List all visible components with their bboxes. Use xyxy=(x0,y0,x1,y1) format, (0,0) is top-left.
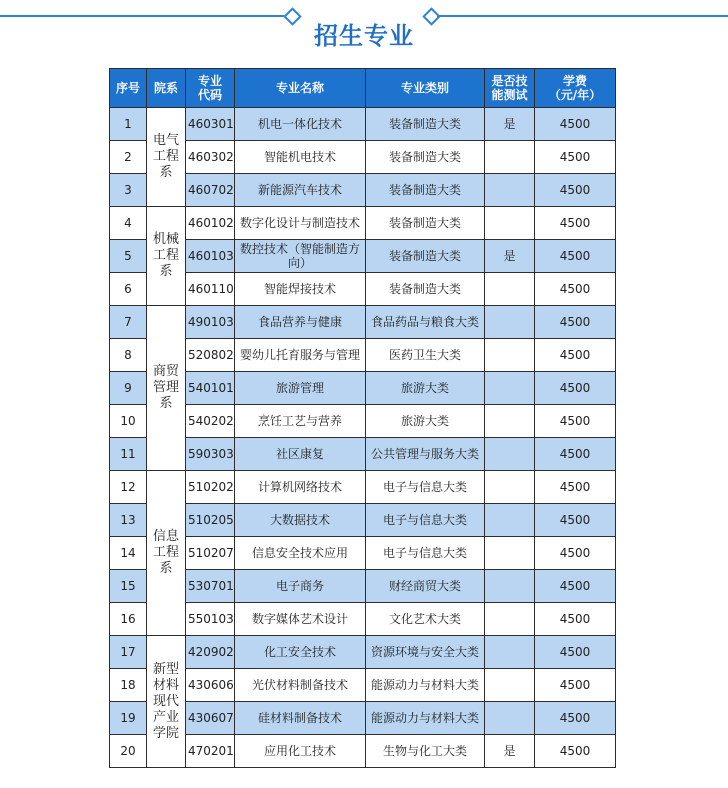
cell-fee: 4500 xyxy=(535,372,616,405)
table-row xyxy=(110,438,616,471)
cell-category: 电子与信息大类 xyxy=(366,537,485,570)
cell-fee: 4500 xyxy=(535,273,616,306)
table-row xyxy=(110,108,616,141)
cell-fee: 4500 xyxy=(535,669,616,702)
department-line: 系 xyxy=(159,561,173,576)
header-index: 序号 xyxy=(110,69,147,108)
title-bar xyxy=(0,0,728,60)
header-category: 专业类别 xyxy=(366,69,485,108)
cell-index: 8 xyxy=(110,339,147,372)
cell-index: 7 xyxy=(110,306,147,339)
department-line: 机械 xyxy=(152,232,179,247)
cell-category: 资源环境与安全大类 xyxy=(366,636,485,669)
cell-index: 1 xyxy=(110,108,147,141)
cell-category: 食品药品与粮食大类 xyxy=(366,306,485,339)
cell-name: 硅材料制备技术 xyxy=(235,702,366,735)
cell-name: 数字化设计与制造技术 xyxy=(235,207,366,240)
department-line: 系 xyxy=(159,396,173,411)
cell-fee: 4500 xyxy=(535,339,616,372)
department-line: 工程 xyxy=(152,545,179,560)
cell-fee: 4500 xyxy=(535,306,616,339)
cell-code: 510207 xyxy=(186,537,235,570)
header-fee xyxy=(535,69,616,108)
cell-category: 装备制造大类 xyxy=(366,273,485,306)
department-line: 产业 xyxy=(152,709,179,725)
department-line: 工程 xyxy=(152,248,179,263)
cell-category: 旅游大类 xyxy=(366,405,485,438)
table-row xyxy=(110,141,616,174)
department-line: 工程 xyxy=(152,149,179,164)
table-row xyxy=(110,306,616,339)
cell-skill-test xyxy=(485,174,535,207)
cell-category: 生物与化工大类 xyxy=(366,735,485,768)
cell-code: 470201 xyxy=(186,735,235,768)
cell-index: 13 xyxy=(110,504,147,537)
cell-department xyxy=(147,306,186,471)
cell-category: 装备制造大类 xyxy=(366,174,485,207)
cell-name: 新能源汽车技术 xyxy=(235,174,366,207)
cell-category: 装备制造大类 xyxy=(366,207,485,240)
cell-skill-test xyxy=(485,702,535,735)
table-header-row xyxy=(110,69,616,108)
cell-code: 590303 xyxy=(186,438,235,471)
cell-department xyxy=(147,207,186,306)
cell-name: 电子商务 xyxy=(235,570,366,603)
table-row xyxy=(110,405,616,438)
department-line: 信息 xyxy=(152,529,179,544)
cell-fee: 4500 xyxy=(535,636,616,669)
cell-skill-test xyxy=(485,603,535,636)
cell-skill-test xyxy=(485,537,535,570)
cell-index: 10 xyxy=(110,405,147,438)
cell-index: 20 xyxy=(110,735,147,768)
cell-code: 430606 xyxy=(186,669,235,702)
majors-table xyxy=(109,68,616,768)
cell-code: 490103 xyxy=(186,306,235,339)
cell-index: 5 xyxy=(110,240,147,273)
table-row xyxy=(110,702,616,735)
cell-name: 旅游管理 xyxy=(235,372,366,405)
cell-category: 装备制造大类 xyxy=(366,240,485,273)
cell-code: 460102 xyxy=(186,207,235,240)
cell-fee: 4500 xyxy=(535,240,616,273)
cell-name: 机电一体化技术 xyxy=(235,108,366,141)
cell-department xyxy=(147,471,186,636)
cell-fee: 4500 xyxy=(535,735,616,768)
table-row xyxy=(110,735,616,768)
cell-category: 公共管理与服务大类 xyxy=(366,438,485,471)
cell-fee: 4500 xyxy=(535,141,616,174)
cell-name: 婴幼儿托育服务与管理 xyxy=(235,339,366,372)
cell-name: 数控技术（智能制造方向） xyxy=(235,240,366,273)
cell-index: 4 xyxy=(110,207,147,240)
cell-name: 信息安全技术应用 xyxy=(235,537,366,570)
cell-skill-test: 是 xyxy=(485,240,535,273)
cell-fee: 4500 xyxy=(535,405,616,438)
cell-code: 510205 xyxy=(186,504,235,537)
cell-code: 460302 xyxy=(186,141,235,174)
cell-skill-test xyxy=(485,438,535,471)
cell-fee: 4500 xyxy=(535,174,616,207)
cell-skill-test xyxy=(485,207,535,240)
cell-index: 15 xyxy=(110,570,147,603)
table-row xyxy=(110,603,616,636)
table-row xyxy=(110,273,616,306)
table-row xyxy=(110,174,616,207)
cell-category: 电子与信息大类 xyxy=(366,504,485,537)
cell-code: 460301 xyxy=(186,108,235,141)
cell-department xyxy=(147,636,186,768)
cell-name: 烹饪工艺与营养 xyxy=(235,405,366,438)
cell-fee: 4500 xyxy=(535,702,616,735)
cell-skill-test xyxy=(485,669,535,702)
table-row xyxy=(110,339,616,372)
cell-code: 420902 xyxy=(186,636,235,669)
cell-name: 智能机电技术 xyxy=(235,141,366,174)
cell-category: 装备制造大类 xyxy=(366,141,485,174)
department-line: 材料 xyxy=(152,677,179,693)
cell-index: 14 xyxy=(110,537,147,570)
cell-name: 应用化工技术 xyxy=(235,735,366,768)
cell-code: 460702 xyxy=(186,174,235,207)
cell-skill-test: 是 xyxy=(485,108,535,141)
cell-skill-test xyxy=(485,570,535,603)
table-row xyxy=(110,669,616,702)
cell-index: 2 xyxy=(110,141,147,174)
cell-name: 化工安全技术 xyxy=(235,636,366,669)
department-line: 系 xyxy=(159,165,173,180)
header-code-line: 代码 xyxy=(197,88,222,102)
cell-skill-test xyxy=(485,306,535,339)
department-line: 商贸 xyxy=(152,364,179,379)
cell-category: 旅游大类 xyxy=(366,372,485,405)
cell-index: 6 xyxy=(110,273,147,306)
header-fee-line: 学费 xyxy=(562,74,587,88)
cell-index: 9 xyxy=(110,372,147,405)
cell-code: 550103 xyxy=(186,603,235,636)
cell-fee: 4500 xyxy=(535,471,616,504)
cell-name: 光伏材料制备技术 xyxy=(235,669,366,702)
department-line: 电气 xyxy=(152,133,179,148)
table-row xyxy=(110,207,616,240)
header-dept: 院系 xyxy=(147,69,186,108)
table-row xyxy=(110,570,616,603)
cell-skill-test xyxy=(485,273,535,306)
cell-name: 食品营养与健康 xyxy=(235,306,366,339)
department-line: 现代 xyxy=(152,693,179,709)
header-skill-test xyxy=(485,69,535,108)
cell-skill-test xyxy=(485,141,535,174)
cell-fee: 4500 xyxy=(535,537,616,570)
cell-fee: 4500 xyxy=(535,570,616,603)
cell-fee: 4500 xyxy=(535,438,616,471)
header-skill-test-line: 是否技 xyxy=(491,74,528,88)
cell-index: 12 xyxy=(110,471,147,504)
cell-code: 430607 xyxy=(186,702,235,735)
header-code xyxy=(186,69,235,108)
table-body xyxy=(110,108,616,768)
cell-department xyxy=(147,108,186,207)
cell-name: 智能焊接技术 xyxy=(235,273,366,306)
cell-category: 医药卫生大类 xyxy=(366,339,485,372)
cell-index: 18 xyxy=(110,669,147,702)
cell-code: 540101 xyxy=(186,372,235,405)
cell-category: 装备制造大类 xyxy=(366,108,485,141)
cell-index: 3 xyxy=(110,174,147,207)
page-title: 招生专业 xyxy=(314,22,414,50)
header-fee-line: （元/年） xyxy=(548,88,602,102)
cell-index: 17 xyxy=(110,636,147,669)
cell-name: 计算机网络技术 xyxy=(235,471,366,504)
cell-index: 11 xyxy=(110,438,147,471)
department-line: 新型 xyxy=(152,661,179,677)
cell-category: 电子与信息大类 xyxy=(366,471,485,504)
table-row xyxy=(110,372,616,405)
cell-code: 510202 xyxy=(186,471,235,504)
department-line: 系 xyxy=(159,264,173,279)
table-row xyxy=(110,636,616,669)
cell-fee: 4500 xyxy=(535,207,616,240)
cell-skill-test: 是 xyxy=(485,735,535,768)
table-row xyxy=(110,240,616,273)
cell-category: 能源动力与材料大类 xyxy=(366,669,485,702)
header-skill-test-line: 能测试 xyxy=(491,88,528,102)
cell-skill-test xyxy=(485,372,535,405)
cell-category: 能源动力与材料大类 xyxy=(366,702,485,735)
cell-index: 16 xyxy=(110,603,147,636)
table-row xyxy=(110,471,616,504)
header-code-line: 专业 xyxy=(197,74,222,88)
department-line: 管理 xyxy=(152,380,179,395)
cell-skill-test xyxy=(485,339,535,372)
cell-fee: 4500 xyxy=(535,504,616,537)
cell-fee: 4500 xyxy=(535,108,616,141)
cell-code: 460110 xyxy=(186,273,235,306)
cell-code: 520802 xyxy=(186,339,235,372)
cell-code: 460103 xyxy=(186,240,235,273)
cell-category: 财经商贸大类 xyxy=(366,570,485,603)
cell-name: 社区康复 xyxy=(235,438,366,471)
header-name: 专业名称 xyxy=(235,69,366,108)
table-row xyxy=(110,537,616,570)
cell-name: 数字媒体艺术设计 xyxy=(235,603,366,636)
cell-index: 19 xyxy=(110,702,147,735)
cell-code: 530701 xyxy=(186,570,235,603)
cell-skill-test xyxy=(485,471,535,504)
cell-skill-test xyxy=(485,636,535,669)
department-line: 学院 xyxy=(152,725,179,741)
cell-name: 大数据技术 xyxy=(235,504,366,537)
table-row xyxy=(110,504,616,537)
cell-skill-test xyxy=(485,405,535,438)
cell-code: 540202 xyxy=(186,405,235,438)
cell-fee: 4500 xyxy=(535,603,616,636)
cell-category: 文化艺术大类 xyxy=(366,603,485,636)
cell-skill-test xyxy=(485,504,535,537)
